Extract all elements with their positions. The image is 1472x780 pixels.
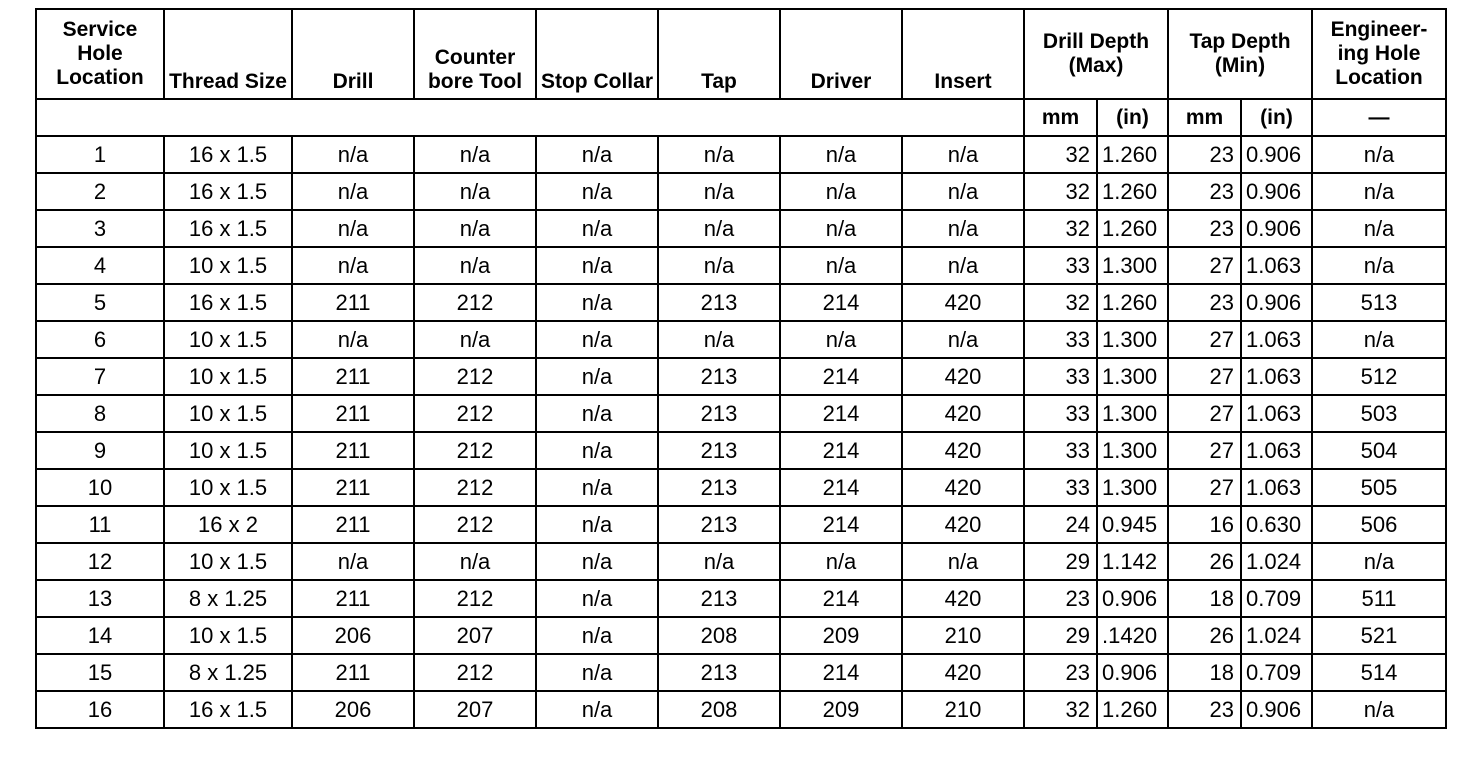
header-thread-size: Thread Size [164, 9, 292, 99]
cell-tap-depth-mm: 23 [1168, 136, 1241, 173]
cell-stop-collar: n/a [536, 395, 658, 432]
cell-insert: 420 [902, 506, 1024, 543]
cell-tap-depth-mm: 18 [1168, 654, 1241, 691]
cell-engineering-hole-location: n/a [1312, 136, 1446, 173]
cell-stop-collar: n/a [536, 432, 658, 469]
cell-thread-size: 10 x 1.5 [164, 469, 292, 506]
cell-engineering-hole-location: n/a [1312, 691, 1446, 728]
table-row [36, 617, 1446, 654]
header-stop-collar: Stop Collar [536, 9, 658, 99]
cell-tap-depth-mm: 23 [1168, 210, 1241, 247]
cell-insert: 420 [902, 395, 1024, 432]
cell-drill-depth-in: 1.260 [1097, 284, 1168, 321]
cell-stop-collar: n/a [536, 136, 658, 173]
header-service-hole-location: Service Hole Location [36, 9, 164, 99]
cell-counterbore-tool: 212 [414, 506, 536, 543]
cell-tap: n/a [658, 247, 780, 284]
header-row [36, 9, 1446, 99]
cell-engineering-hole-location: 521 [1312, 617, 1446, 654]
cell-service-hole-location: 8 [36, 395, 164, 432]
cell-tap: 213 [658, 506, 780, 543]
cell-driver: n/a [780, 210, 902, 247]
cell-tap: n/a [658, 543, 780, 580]
cell-tap-depth-in: 1.063 [1241, 358, 1312, 395]
cell-drill-depth-mm: 23 [1024, 654, 1097, 691]
cell-drill-depth-in: 0.906 [1097, 580, 1168, 617]
cell-thread-size: 10 x 1.5 [164, 321, 292, 358]
cell-thread-size: 16 x 1.5 [164, 210, 292, 247]
cell-insert: n/a [902, 136, 1024, 173]
cell-service-hole-location: 5 [36, 284, 164, 321]
cell-engineering-hole-location: 511 [1312, 580, 1446, 617]
cell-insert: n/a [902, 321, 1024, 358]
cell-service-hole-location: 4 [36, 247, 164, 284]
cell-driver: 214 [780, 469, 902, 506]
unit-tap-mm: mm [1168, 99, 1241, 136]
cell-drill-depth-mm: 33 [1024, 247, 1097, 284]
cell-stop-collar: n/a [536, 543, 658, 580]
cell-tap-depth-in: 1.063 [1241, 321, 1312, 358]
table-body [36, 136, 1446, 728]
cell-insert: 210 [902, 617, 1024, 654]
cell-tap-depth-mm: 27 [1168, 395, 1241, 432]
table-row [36, 247, 1446, 284]
cell-tap-depth-mm: 26 [1168, 617, 1241, 654]
cell-stop-collar: n/a [536, 654, 658, 691]
cell-service-hole-location: 15 [36, 654, 164, 691]
table-row [36, 358, 1446, 395]
cell-stop-collar: n/a [536, 469, 658, 506]
cell-drill-depth-in: 0.906 [1097, 654, 1168, 691]
unit-tap-in: (in) [1241, 99, 1312, 136]
cell-tap-depth-in: 1.024 [1241, 617, 1312, 654]
cell-tap-depth-mm: 23 [1168, 284, 1241, 321]
cell-tap: n/a [658, 136, 780, 173]
cell-tap-depth-in: 0.630 [1241, 506, 1312, 543]
cell-tap-depth-in: 0.906 [1241, 210, 1312, 247]
cell-driver: n/a [780, 136, 902, 173]
cell-tap: 213 [658, 580, 780, 617]
cell-service-hole-location: 9 [36, 432, 164, 469]
cell-driver: 214 [780, 284, 902, 321]
cell-drill-depth-mm: 32 [1024, 210, 1097, 247]
header-counterbore-tool: Counter bore Tool [414, 9, 536, 99]
cell-driver: 214 [780, 506, 902, 543]
cell-insert: 420 [902, 469, 1024, 506]
table-row [36, 691, 1446, 728]
cell-drill-depth-mm: 33 [1024, 432, 1097, 469]
cell-engineering-hole-location: 504 [1312, 432, 1446, 469]
cell-drill-depth-mm: 24 [1024, 506, 1097, 543]
cell-thread-size: 16 x 1.5 [164, 284, 292, 321]
cell-service-hole-location: 1 [36, 136, 164, 173]
table-row [36, 469, 1446, 506]
cell-drill-depth-in: 1.260 [1097, 173, 1168, 210]
cell-driver: 209 [780, 617, 902, 654]
cell-thread-size: 8 x 1.25 [164, 580, 292, 617]
unit-engineering-dash: — [1312, 99, 1446, 136]
table-row [36, 321, 1446, 358]
cell-drill-depth-mm: 23 [1024, 580, 1097, 617]
cell-service-hole-location: 10 [36, 469, 164, 506]
cell-stop-collar: n/a [536, 691, 658, 728]
cell-stop-collar: n/a [536, 247, 658, 284]
cell-tap-depth-mm: 27 [1168, 432, 1241, 469]
table-row [36, 173, 1446, 210]
cell-insert: n/a [902, 210, 1024, 247]
cell-thread-size: 10 x 1.5 [164, 543, 292, 580]
cell-tap-depth-in: 1.063 [1241, 395, 1312, 432]
cell-tap: n/a [658, 173, 780, 210]
cell-service-hole-location: 2 [36, 173, 164, 210]
cell-thread-size: 16 x 2 [164, 506, 292, 543]
cell-service-hole-location: 7 [36, 358, 164, 395]
cell-tap: 213 [658, 395, 780, 432]
cell-stop-collar: n/a [536, 358, 658, 395]
table-row [36, 210, 1446, 247]
cell-counterbore-tool: 207 [414, 691, 536, 728]
table-row [36, 432, 1446, 469]
cell-tap: 213 [658, 358, 780, 395]
cell-drill-depth-mm: 32 [1024, 691, 1097, 728]
cell-engineering-hole-location: 512 [1312, 358, 1446, 395]
cell-drill: 211 [292, 654, 414, 691]
cell-stop-collar: n/a [536, 284, 658, 321]
cell-drill-depth-mm: 33 [1024, 321, 1097, 358]
cell-drill-depth-mm: 33 [1024, 358, 1097, 395]
cell-driver: 209 [780, 691, 902, 728]
cell-counterbore-tool: 212 [414, 284, 536, 321]
header-tap: Tap [658, 9, 780, 99]
header-tap-depth: Tap Depth (Min) [1168, 9, 1312, 99]
cell-tap-depth-mm: 27 [1168, 321, 1241, 358]
cell-thread-size: 10 x 1.5 [164, 432, 292, 469]
cell-drill-depth-in: 1.260 [1097, 210, 1168, 247]
cell-counterbore-tool: n/a [414, 210, 536, 247]
units-blank-cell [36, 99, 1024, 136]
cell-tap: 213 [658, 284, 780, 321]
cell-tap-depth-mm: 23 [1168, 691, 1241, 728]
cell-engineering-hole-location: n/a [1312, 173, 1446, 210]
cell-thread-size: 16 x 1.5 [164, 136, 292, 173]
cell-insert: n/a [902, 543, 1024, 580]
cell-insert: 420 [902, 284, 1024, 321]
cell-insert: n/a [902, 173, 1024, 210]
cell-insert: 420 [902, 358, 1024, 395]
cell-drill: 211 [292, 432, 414, 469]
cell-driver: n/a [780, 173, 902, 210]
cell-engineering-hole-location: 513 [1312, 284, 1446, 321]
cell-counterbore-tool: n/a [414, 173, 536, 210]
cell-engineering-hole-location: 514 [1312, 654, 1446, 691]
cell-drill: n/a [292, 321, 414, 358]
cell-stop-collar: n/a [536, 580, 658, 617]
cell-engineering-hole-location: n/a [1312, 321, 1446, 358]
cell-service-hole-location: 13 [36, 580, 164, 617]
cell-tap-depth-in: 0.906 [1241, 173, 1312, 210]
cell-counterbore-tool: n/a [414, 136, 536, 173]
header-insert: Insert [902, 9, 1024, 99]
unit-drill-in: (in) [1097, 99, 1168, 136]
cell-service-hole-location: 11 [36, 506, 164, 543]
cell-driver: n/a [780, 247, 902, 284]
cell-drill-depth-mm: 32 [1024, 173, 1097, 210]
cell-drill-depth-mm: 29 [1024, 543, 1097, 580]
table-row [36, 136, 1446, 173]
cell-drill-depth-in: 1.300 [1097, 432, 1168, 469]
cell-tap-depth-mm: 27 [1168, 247, 1241, 284]
cell-tap-depth-in: 1.063 [1241, 432, 1312, 469]
cell-tap-depth-mm: 27 [1168, 358, 1241, 395]
cell-counterbore-tool: n/a [414, 247, 536, 284]
cell-counterbore-tool: 212 [414, 358, 536, 395]
cell-drill-depth-in: 1.142 [1097, 543, 1168, 580]
header-drill-depth: Drill Depth (Max) [1024, 9, 1168, 99]
cell-stop-collar: n/a [536, 173, 658, 210]
cell-service-hole-location: 14 [36, 617, 164, 654]
cell-drill: n/a [292, 136, 414, 173]
cell-tap-depth-in: 0.906 [1241, 136, 1312, 173]
cell-drill-depth-mm: 32 [1024, 136, 1097, 173]
cell-insert: 420 [902, 654, 1024, 691]
cell-tap-depth-mm: 18 [1168, 580, 1241, 617]
cell-thread-size: 10 x 1.5 [164, 395, 292, 432]
cell-counterbore-tool: 212 [414, 654, 536, 691]
cell-engineering-hole-location: n/a [1312, 543, 1446, 580]
cell-tap-depth-mm: 26 [1168, 543, 1241, 580]
cell-tap: 213 [658, 469, 780, 506]
cell-thread-size: 10 x 1.5 [164, 247, 292, 284]
cell-tap: 208 [658, 691, 780, 728]
cell-thread-size: 16 x 1.5 [164, 691, 292, 728]
cell-driver: n/a [780, 321, 902, 358]
cell-tap: 208 [658, 617, 780, 654]
cell-drill-depth-in: 0.945 [1097, 506, 1168, 543]
cell-tap-depth-in: 1.024 [1241, 543, 1312, 580]
cell-driver: 214 [780, 654, 902, 691]
cell-tap: 213 [658, 654, 780, 691]
cell-drill-depth-in: 1.300 [1097, 469, 1168, 506]
cell-insert: 420 [902, 432, 1024, 469]
cell-drill-depth-mm: 29 [1024, 617, 1097, 654]
table-row [36, 284, 1446, 321]
cell-engineering-hole-location: n/a [1312, 210, 1446, 247]
unit-drill-mm: mm [1024, 99, 1097, 136]
cell-drill-depth-mm: 33 [1024, 469, 1097, 506]
cell-drill: 211 [292, 469, 414, 506]
cell-tap: 213 [658, 432, 780, 469]
cell-counterbore-tool: n/a [414, 543, 536, 580]
units-row [36, 99, 1446, 136]
cell-drill: 211 [292, 395, 414, 432]
cell-driver: n/a [780, 543, 902, 580]
cell-drill: 211 [292, 506, 414, 543]
cell-drill: 211 [292, 580, 414, 617]
cell-drill-depth-in: 1.300 [1097, 358, 1168, 395]
cell-counterbore-tool: n/a [414, 321, 536, 358]
cell-drill: 206 [292, 691, 414, 728]
cell-stop-collar: n/a [536, 210, 658, 247]
cell-drill-depth-in: 1.260 [1097, 136, 1168, 173]
cell-engineering-hole-location: n/a [1312, 247, 1446, 284]
header-engineering-hole-location: Engineer- ing Hole Location [1312, 9, 1446, 99]
cell-drill-depth-in: .1420 [1097, 617, 1168, 654]
header-drill: Drill [292, 9, 414, 99]
cell-drill-depth-in: 1.260 [1097, 691, 1168, 728]
cell-tap-depth-in: 0.906 [1241, 691, 1312, 728]
cell-drill-depth-in: 1.300 [1097, 321, 1168, 358]
cell-stop-collar: n/a [536, 506, 658, 543]
cell-drill: 211 [292, 284, 414, 321]
cell-service-hole-location: 16 [36, 691, 164, 728]
cell-counterbore-tool: 212 [414, 469, 536, 506]
cell-driver: 214 [780, 432, 902, 469]
cell-insert: n/a [902, 247, 1024, 284]
table-row [36, 654, 1446, 691]
cell-stop-collar: n/a [536, 321, 658, 358]
cell-service-hole-location: 12 [36, 543, 164, 580]
table-row [36, 506, 1446, 543]
cell-tap: n/a [658, 321, 780, 358]
cell-counterbore-tool: 212 [414, 395, 536, 432]
cell-thread-size: 8 x 1.25 [164, 654, 292, 691]
cell-counterbore-tool: 207 [414, 617, 536, 654]
cell-insert: 420 [902, 580, 1024, 617]
cell-thread-size: 16 x 1.5 [164, 173, 292, 210]
cell-driver: 214 [780, 580, 902, 617]
cell-engineering-hole-location: 505 [1312, 469, 1446, 506]
cell-drill-depth-in: 1.300 [1097, 395, 1168, 432]
cell-service-hole-location: 3 [36, 210, 164, 247]
cell-tap-depth-mm: 23 [1168, 173, 1241, 210]
cell-tap-depth-in: 0.709 [1241, 654, 1312, 691]
cell-drill-depth-in: 1.300 [1097, 247, 1168, 284]
cell-drill: 206 [292, 617, 414, 654]
header-driver: Driver [780, 9, 902, 99]
cell-drill-depth-mm: 33 [1024, 395, 1097, 432]
cell-drill: 211 [292, 358, 414, 395]
cell-drill: n/a [292, 247, 414, 284]
cell-tap-depth-mm: 16 [1168, 506, 1241, 543]
cell-counterbore-tool: 212 [414, 432, 536, 469]
cell-tap-depth-in: 0.906 [1241, 284, 1312, 321]
cell-thread-size: 10 x 1.5 [164, 358, 292, 395]
table-row [36, 580, 1446, 617]
cell-drill: n/a [292, 210, 414, 247]
cell-driver: 214 [780, 358, 902, 395]
cell-tap-depth-in: 0.709 [1241, 580, 1312, 617]
cell-drill: n/a [292, 543, 414, 580]
cell-engineering-hole-location: 503 [1312, 395, 1446, 432]
cell-tap-depth-mm: 27 [1168, 469, 1241, 506]
cell-insert: 210 [902, 691, 1024, 728]
cell-tap-depth-in: 1.063 [1241, 247, 1312, 284]
table-row [36, 395, 1446, 432]
cell-engineering-hole-location: 506 [1312, 506, 1446, 543]
service-hole-table [35, 8, 1447, 729]
cell-thread-size: 10 x 1.5 [164, 617, 292, 654]
cell-tap: n/a [658, 210, 780, 247]
cell-drill: n/a [292, 173, 414, 210]
cell-drill-depth-mm: 32 [1024, 284, 1097, 321]
cell-counterbore-tool: 212 [414, 580, 536, 617]
cell-service-hole-location: 6 [36, 321, 164, 358]
cell-stop-collar: n/a [536, 617, 658, 654]
cell-driver: 214 [780, 395, 902, 432]
table-row [36, 543, 1446, 580]
cell-tap-depth-in: 1.063 [1241, 469, 1312, 506]
